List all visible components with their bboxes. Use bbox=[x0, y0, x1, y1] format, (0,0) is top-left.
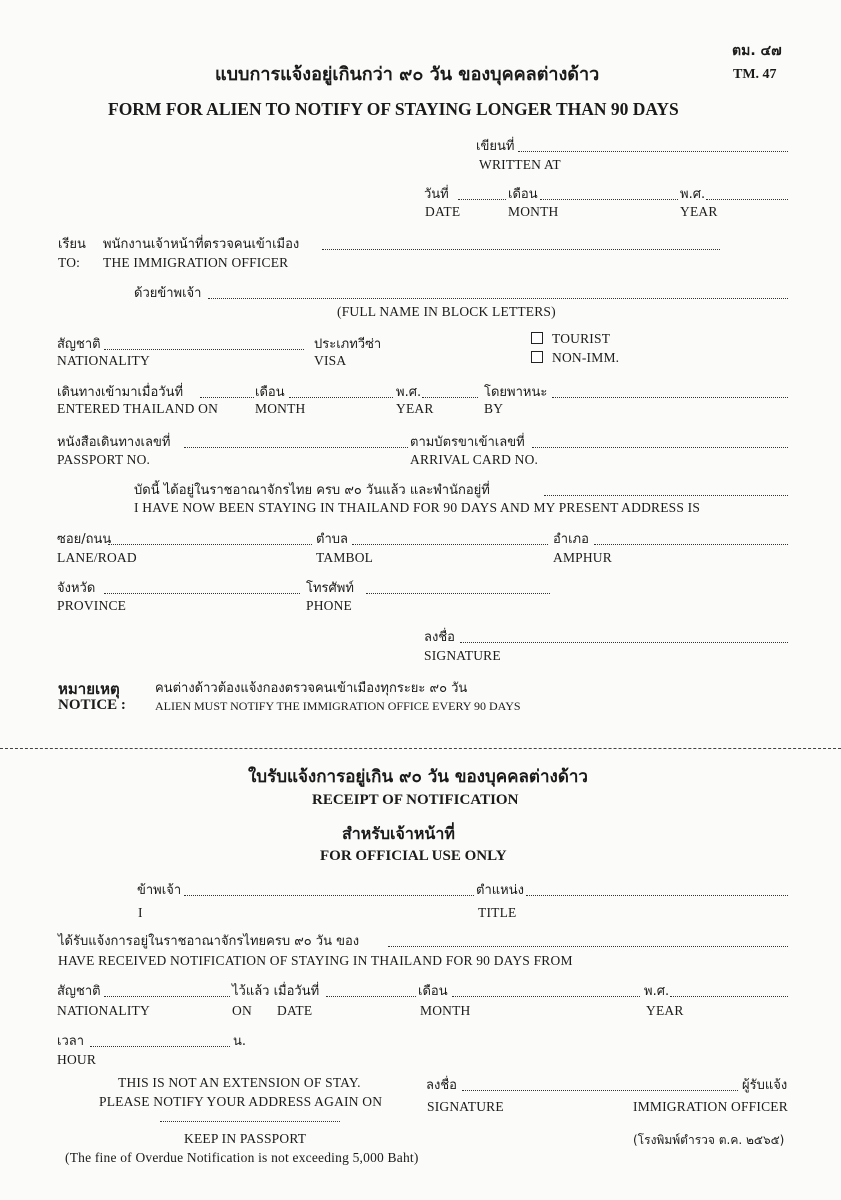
notice-text-en: ALIEN MUST NOTIFY THE IMMIGRATION OFFICE EVERY 90 DAYS bbox=[155, 699, 521, 713]
passport-label-en: PASSPORT NO. bbox=[57, 452, 151, 467]
receipt-title-label-en: TITLE bbox=[478, 905, 517, 920]
entered-year-field[interactable] bbox=[422, 397, 478, 398]
date-year-label-en: YEAR bbox=[680, 204, 718, 219]
receipt-month-label-en: MONTH bbox=[420, 1003, 471, 1018]
phone-field[interactable] bbox=[366, 593, 550, 594]
notify-again-text: PLEASE NOTIFY YOUR ADDRESS AGAIN ON bbox=[99, 1094, 383, 1109]
amphur-label-th: อำเภอ bbox=[553, 532, 589, 547]
receipt-i-label-en: I bbox=[138, 905, 143, 920]
receipt-nat-field[interactable] bbox=[104, 996, 230, 997]
receipt-nat-label-th: สัญชาติ bbox=[57, 984, 101, 999]
receiver-label-th: ผู้รับแจ้ง bbox=[742, 1078, 788, 1093]
nationality-label-en: NATIONALITY bbox=[57, 353, 150, 368]
to-label-en: TO: bbox=[58, 255, 81, 270]
receipt-sign-label-en: SIGNATURE bbox=[427, 1099, 504, 1114]
entered-by-label-th: โดยพาหนะ bbox=[484, 385, 548, 400]
phone-label-th: โทรศัพท์ bbox=[306, 581, 354, 596]
tambol-label-en: TAMBOL bbox=[316, 550, 374, 565]
receipt-name-field[interactable] bbox=[184, 895, 474, 896]
nationality-field[interactable] bbox=[104, 349, 304, 350]
arrival-card-label-th: ตามบัตรขาเข้าเลขที่ bbox=[410, 435, 525, 450]
receiver-label-en: IMMIGRATION OFFICER bbox=[633, 1099, 788, 1114]
date-year-field[interactable] bbox=[706, 199, 788, 200]
receipt-title-field[interactable] bbox=[526, 895, 788, 896]
fine-text: (The fine of Overdue Notification is not exceeding 5,000 Baht) bbox=[65, 1150, 419, 1165]
nationality-label-th: สัญชาติ bbox=[57, 337, 101, 352]
fullname-field[interactable] bbox=[208, 298, 788, 299]
entered-date-label-en: ENTERED THAILAND ON bbox=[57, 401, 219, 416]
keep-in-passport-text: KEEP IN PASSPORT bbox=[184, 1131, 307, 1146]
signature-field[interactable] bbox=[460, 642, 788, 643]
date-day-label-th: วันที่ bbox=[424, 187, 449, 202]
date-year-label-th: พ.ศ. bbox=[680, 187, 706, 202]
passport-field[interactable] bbox=[184, 447, 408, 448]
lane-field[interactable] bbox=[108, 544, 312, 545]
receipt-date-label-en: DATE bbox=[277, 1003, 313, 1018]
entered-by-field[interactable] bbox=[552, 397, 788, 398]
written-at-field[interactable] bbox=[518, 151, 788, 152]
entered-month-field[interactable] bbox=[289, 397, 393, 398]
visa-label-th: ประเภทวีซ่า bbox=[314, 337, 382, 352]
cut-line bbox=[0, 748, 841, 749]
receipt-i-label-th: ข้าพเจ้า bbox=[137, 883, 182, 898]
receipt-title-label-th: ตำแหน่ง bbox=[476, 883, 524, 898]
receipt-year-label-en: YEAR bbox=[646, 1003, 684, 1018]
province-field[interactable] bbox=[104, 593, 300, 594]
official-use-th: สำหรับเจ้าหน้าที่ bbox=[342, 824, 455, 843]
receipt-year-label-th: พ.ศ. bbox=[644, 984, 670, 999]
arrival-card-field[interactable] bbox=[532, 447, 788, 448]
entered-year-label-th: พ.ศ. bbox=[396, 385, 422, 400]
receipt-on-label-th: ไว้แล้ว เมื่อวันที่ bbox=[232, 984, 320, 999]
receipt-time-unit: น. bbox=[233, 1034, 247, 1049]
receipt-month-field[interactable] bbox=[452, 996, 640, 997]
date-day-label-en: DATE bbox=[425, 204, 461, 219]
written-at-label-en: WRITTEN AT bbox=[479, 157, 561, 172]
date-month-label-en: MONTH bbox=[508, 204, 559, 219]
title-en: FORM FOR ALIEN TO NOTIFY OF STAYING LONGER THAN 90 DAYS bbox=[108, 99, 679, 119]
title-th: แบบการแจ้งอยู่เกินกว่า ๙๐ วัน ของบุคคลต่างด้าว bbox=[215, 64, 600, 85]
form-code-th: ตม. ๔๗ bbox=[732, 43, 782, 59]
receipt-title-th: ใบรับแจ้งการอยู่เกิน ๙๐ วัน ของบุคคลต่างด้าว bbox=[248, 767, 588, 787]
receipt-time-label-th: เวลา bbox=[57, 1034, 85, 1049]
date-month-field[interactable] bbox=[540, 199, 678, 200]
tambol-field[interactable] bbox=[352, 544, 548, 545]
notice-label-en: NOTICE : bbox=[58, 697, 126, 713]
receipt-nat-label-en: NATIONALITY bbox=[57, 1003, 150, 1018]
tambol-label-th: ตำบล bbox=[316, 532, 348, 547]
phone-label-en: PHONE bbox=[306, 598, 353, 613]
receipt-title-en: RECEIPT OF NOTIFICATION bbox=[312, 792, 519, 808]
receipt-on-label-en: ON bbox=[232, 1003, 252, 1018]
receipt-time-field[interactable] bbox=[90, 1046, 230, 1047]
official-use-en: FOR OFFICIAL USE ONLY bbox=[320, 848, 507, 864]
receipt-year-field[interactable] bbox=[670, 996, 788, 997]
entered-month-label-en: MONTH bbox=[255, 401, 306, 416]
to-field[interactable] bbox=[322, 249, 720, 250]
receipt-date-field[interactable] bbox=[326, 996, 416, 997]
statement-th: บัดนี้ ได้อยู่ในราชอาณาจักรไทย ครบ ๙๐ วันแล้ว และพำนักอยู่ที่ bbox=[134, 483, 490, 498]
fullname-label-th: ด้วยข้าพเจ้า bbox=[134, 286, 202, 301]
visa-label-en: VISA bbox=[314, 353, 347, 368]
written-at-label-th: เขียนที่ bbox=[476, 139, 515, 154]
lane-label-en: LANE/ROAD bbox=[57, 550, 137, 565]
to-label-th: เรียน bbox=[58, 237, 86, 252]
not-extension-text: THIS IS NOT AN EXTENSION OF STAY. bbox=[118, 1075, 361, 1090]
passport-label-th: หนังสือเดินทางเลขที่ bbox=[57, 435, 171, 450]
notice-text-th: คนต่างด้าวต้องแจ้งกองตรวจคนเข้าเมืองทุกระยะ ๙๐ วัน bbox=[155, 681, 468, 696]
statement-address-field[interactable] bbox=[544, 495, 788, 496]
amphur-field[interactable] bbox=[594, 544, 788, 545]
to-value-en: THE IMMIGRATION OFFICER bbox=[103, 255, 289, 270]
signature-label-th: ลงชื่อ bbox=[424, 630, 455, 645]
entered-by-label-en: BY bbox=[484, 401, 504, 416]
entered-date-field[interactable] bbox=[200, 397, 254, 398]
lane-label-th: ซอย/ถนน bbox=[57, 532, 112, 547]
entered-date-label-th: เดินทางเข้ามาเมื่อวันที่ bbox=[57, 385, 184, 400]
printer-text: (โรงพิมพ์ตำรวจ ต.ค. ๒๕๖๕) bbox=[633, 1133, 785, 1147]
date-day-field[interactable] bbox=[458, 199, 506, 200]
received-th: ได้รับแจ้งการอยู่ในราชอาณาจักรไทยครบ ๙๐ วัน ของ bbox=[58, 934, 360, 949]
received-en: HAVE RECEIVED NOTIFICATION OF STAYING IN THAILAND FOR 90 DAYS FROM bbox=[58, 953, 573, 968]
province-label-th: จังหวัด bbox=[57, 581, 96, 596]
non-imm-label: NON-IMM. bbox=[552, 350, 620, 365]
receipt-month-label-th: เดือน bbox=[418, 984, 448, 999]
non-imm-checkbox[interactable] bbox=[531, 351, 543, 363]
statement-en: I HAVE NOW BEEN STAYING IN THAILAND FOR 90 DAYS AND MY PRESENT ADDRESS IS bbox=[134, 500, 701, 515]
date-month-label-th: เดือน bbox=[508, 187, 538, 202]
to-value-th: พนักงานเจ้าหน้าที่ตรวจคนเข้าเมือง bbox=[103, 237, 300, 252]
amphur-label-en: AMPHUR bbox=[553, 550, 612, 565]
signature-label-en: SIGNATURE bbox=[424, 648, 501, 663]
arrival-card-label-en: ARRIVAL CARD NO. bbox=[410, 452, 539, 467]
notice-label-th: หมายเหตุ bbox=[58, 680, 120, 698]
entered-month-label-th: เดือน bbox=[255, 385, 285, 400]
tourist-checkbox[interactable] bbox=[531, 332, 543, 344]
province-label-en: PROVINCE bbox=[57, 598, 127, 613]
tourist-label: TOURIST bbox=[552, 331, 611, 346]
receipt-signature-field[interactable] bbox=[462, 1090, 738, 1091]
fullname-label-en: (FULL NAME IN BLOCK LETTERS) bbox=[337, 304, 556, 319]
entered-year-label-en: YEAR bbox=[396, 401, 434, 416]
form-code-en: TM. 47 bbox=[733, 67, 777, 82]
notify-again-date-field[interactable] bbox=[160, 1121, 340, 1122]
receipt-time-label-en: HOUR bbox=[57, 1052, 97, 1067]
received-from-field[interactable] bbox=[388, 946, 788, 947]
receipt-sign-label-th: ลงชื่อ bbox=[426, 1078, 457, 1093]
